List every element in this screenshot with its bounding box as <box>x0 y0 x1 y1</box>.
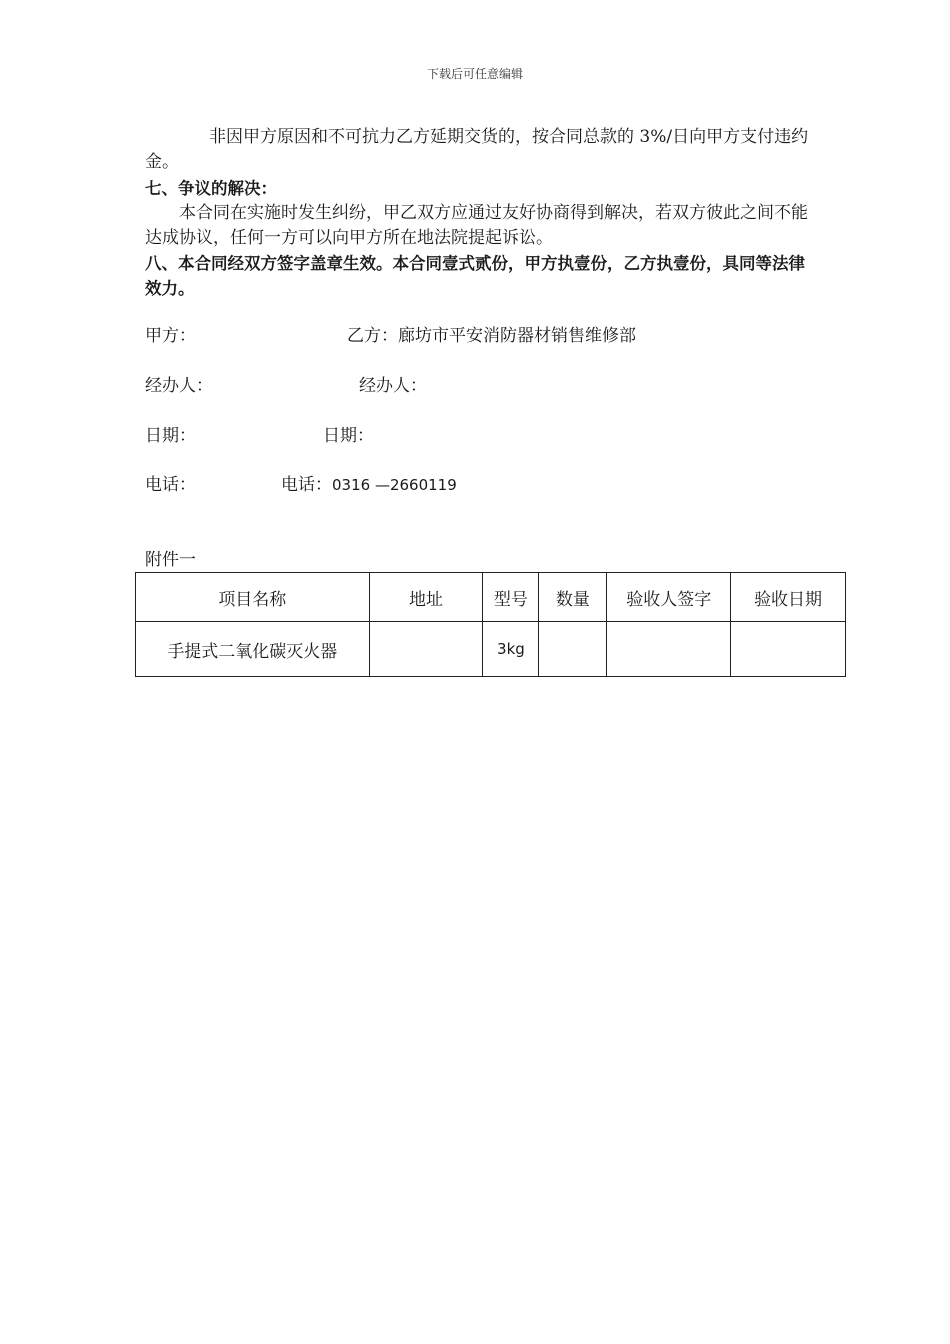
section-8-paragraph: 八、本合同经双方签字盖章生效。本合同壹式贰份，甲方执壹份，乙方执壹份，具同等法律效力。 <box>145 254 805 298</box>
phone-b-label: 电话： <box>281 475 332 495</box>
header-quantity: 数量 <box>539 573 607 622</box>
cell-inspection-date <box>731 622 846 677</box>
header-address: 地址 <box>369 573 483 622</box>
attachment-title: 附件一 <box>145 550 196 570</box>
phone-b <box>281 473 457 498</box>
phone-b-value: 0316 —2660119 <box>332 476 457 494</box>
date-b-label: 日期： <box>323 426 374 446</box>
header-inspector-signature: 验收人签字 <box>607 573 731 622</box>
cell-quantity <box>539 622 607 677</box>
party-b-label: 乙方：廊坊市平安消防器材销售维修部 <box>347 326 636 346</box>
cell-model: 3kg <box>483 622 539 677</box>
table-row <box>136 622 846 677</box>
section-7-title: 七、争议的解决： <box>145 179 277 198</box>
attachment-table <box>135 572 846 677</box>
dispute-paragraph: 本合同在实施时发生纠纷，甲乙双方应通过友好协商得到解决，若双方彼此之间不能达成协议，任何一方可以向甲方所在地法院提起诉讼。 <box>145 203 808 248</box>
cell-item-name: 手提式二氧化碳灭火器 <box>136 622 370 677</box>
cell-inspector-signature <box>607 622 731 677</box>
table-header-row <box>136 573 846 622</box>
header-model: 型号 <box>483 573 539 622</box>
party-a-label: 甲方： <box>145 326 196 346</box>
page-header-note: 下载后可任意编辑 <box>426 67 523 81</box>
date-a-label: 日期： <box>145 426 196 446</box>
agent-a-label: 经办人： <box>145 376 213 396</box>
header-item-name: 项目名称 <box>136 573 370 622</box>
agent-b-label: 经办人： <box>359 376 427 396</box>
phone-a-label: 电话： <box>145 475 196 495</box>
cell-address <box>369 622 483 677</box>
penalty-paragraph: 非因甲方原因和不可抗力乙方延期交货的，按合同总款的 3%/日向甲方支付违约金。 <box>145 127 809 172</box>
header-inspection-date: 验收日期 <box>731 573 846 622</box>
